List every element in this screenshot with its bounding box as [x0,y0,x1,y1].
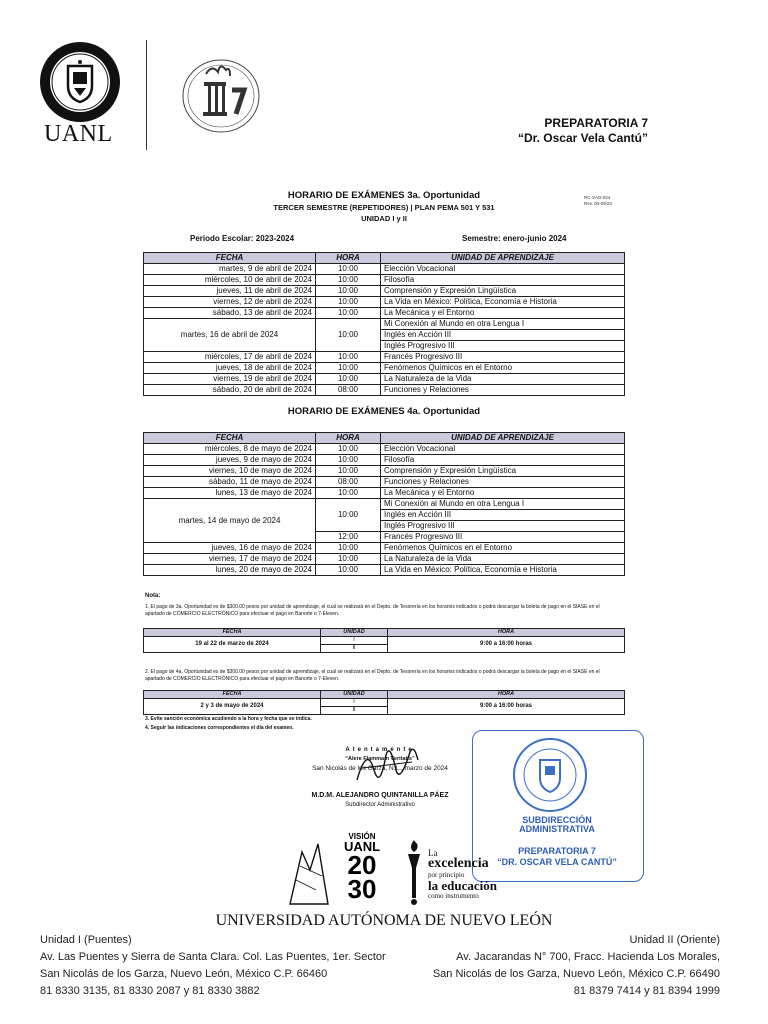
school-title: PREPARATORIA 7 [544,116,648,130]
table-header-row [144,629,625,637]
table-header-row [144,691,625,699]
table-row [144,308,625,319]
school-period: Periodo Escolar: 2023-2024 [190,234,295,243]
fecha-cell: 19 al 22 de marzo de 2024 [144,637,321,653]
unidad-cell: Fenómenos Químicos en el Entorno [381,543,625,554]
unidad-cell: Elección Vocacional [381,264,625,275]
unidad-cell: Elección Vocacional [381,444,625,455]
col-header-fecha: FECHA [144,629,321,637]
table-row [144,363,625,374]
footer-line: Av. Jacarandas N° 700, Fracc. Hacienda Los Morales, [456,951,720,963]
excelencia-line: La [428,848,438,858]
exam3-schedule-table [143,252,625,396]
fecha-cell: miércoles, 17 de abril de 2024 [144,352,316,363]
col-header-hora: HORA [388,691,625,699]
table-row [144,499,625,510]
footer-line: Unidad II (Oriente) [629,934,720,946]
note-payment-4a: 2. El pago de 4a. Oportunidad es de $300.00 pesos por unidad de aprendizaje, el cual se realizará en el Depto. de Tesorería en los horarios indicados o podrá descargar la boleta de pago en el SIASE en el apartado de COMERCIO ELECTRÓNICO para efectuar el pago en Banorte o 7-Eleven. [145,669,600,682]
table-row [144,543,625,554]
unidad-cell: La Mecánica y el Entorno [381,488,625,499]
footer-line: 81 8330 3135, 81 8330 2087 y 81 8330 3882 [40,985,260,997]
note-instructions: 4. Seguir las indicaciones correspondientes el día del examen. [145,725,294,731]
fecha-cell: lunes, 13 de mayo de 2024 [144,488,316,499]
table-row [144,264,625,275]
unidad-cell: Inglés en Acción III [381,510,625,521]
stamp-line: ADMINISTRATIVA [519,824,595,834]
table-row [144,565,625,576]
col-header-unidad: UNIDAD DE APRENDIZAJE [381,433,625,444]
notes-heading: Nota: [145,593,161,599]
uanl-wordmark: UANL [44,121,113,147]
signer-name: M.D.M. ALEJANDRO QUINTANILLA PÁEZ [311,792,449,799]
hora-cell: 9:00 a 16:00 horas [388,699,625,715]
unidad-cell: Comprensión y Expresión Lingüística [381,466,625,477]
col-header-hora: HORA [388,629,625,637]
table-row [144,374,625,385]
table-row [144,477,625,488]
document-rev-code [584,195,612,207]
fecha-cell: miércoles, 8 de mayo de 2024 [144,444,316,455]
hora-cell: 10:00 [316,565,381,576]
hora-cell: 10:00 [316,554,381,565]
rev-code-line: Rev. 00-09/23 [584,201,612,206]
hora-cell: 08:00 [316,477,381,488]
table-row [144,385,625,396]
table-row [144,319,625,330]
hora-cell: 10:00 [316,352,381,363]
unidad-cell: Comprensión y Expresión Lingüística [381,286,625,297]
vision-text: VISIÓN [348,832,376,841]
note-payment-3a: 1. El pago de 3a. Oportunidad es de $300.00 pesos por unidad de aprendizaje, el cual se realizará en el Depto. de Tesorería en los horarios indicados o podrá descargar la boleta de pago en el SIASE en el apartado de COMERCIO ELECTRÓNICO para efectuar el pago en Banorte o 7-Eleven. [145,604,600,617]
col-header-unidad: UNIDAD [321,629,388,637]
fecha-cell: miércoles, 10 de abril de 2024 [144,275,316,286]
unidad-cell: La Naturaleza de la Vida [381,554,625,565]
excelencia-line: excelencia [428,856,489,871]
hora-cell: 10:00 [316,455,381,466]
table-row [144,297,625,308]
footer-line: San Nicolás de los Garza, Nuevo León, México C.P. 66490 [432,968,720,980]
signature-place-date: San Nicolás de los Garza, N.L., marzo de 2024 [312,765,448,772]
table-row [144,554,625,565]
unidad-cell: La Mecánica y el Entorno [381,308,625,319]
hora-cell: 10:00 [316,319,381,352]
unidad-cell: Francés Progresivo III [381,532,625,543]
hora-cell: 10:00 [316,444,381,455]
note-sanction: 3. Evite sanción económica acudiendo a la hora y fecha que se indica. [145,716,312,722]
table-header-row [144,433,625,444]
fecha-cell: martes, 16 de abril de 2024 [144,319,316,352]
hora-cell: 10:00 [316,466,381,477]
table-row [144,699,625,707]
unidad-cell: La Vida en México: Política, Economía e Historia [381,297,625,308]
unidad-cell: Funciones y Relaciones [381,385,625,396]
fecha-cell: 2 y 3 de mayo de 2024 [144,699,321,715]
hora-cell: 10:00 [316,275,381,286]
unidad-cell: II [321,645,388,653]
fecha-cell: lunes, 20 de mayo de 2024 [144,565,316,576]
fecha-cell: sábado, 11 de mayo de 2024 [144,477,316,488]
fecha-cell: viernes, 10 de mayo de 2024 [144,466,316,477]
stamp-line: “DR. OSCAR VELA CANTÚ” [497,857,617,867]
fecha-cell: martes, 14 de mayo de 2024 [144,499,316,543]
unidad-cell: Filosofía [381,275,625,286]
exam4-schedule-table [143,432,625,576]
excelencia-line: por principio [428,871,465,879]
unidad-cell: Inglés Progresivo III [381,521,625,532]
vision-year-bottom: 30 [347,874,377,904]
unidad-cell: I [321,637,388,645]
col-header-unidad: UNIDAD [321,691,388,699]
unidad-cell: La Naturaleza de la Vida [381,374,625,385]
rev-code-line: RC-SAD-024 [584,195,611,200]
school-name [518,116,648,146]
table-row [144,444,625,455]
fecha-cell: jueves, 11 de abril de 2024 [144,286,316,297]
fecha-cell: sábado, 13 de abril de 2024 [144,308,316,319]
col-header-fecha: FECHA [144,253,316,264]
footer-line: Unidad I (Puentes) [40,934,132,946]
col-header-fecha: FECHA [144,433,316,444]
col-header-hora: HORA [316,433,381,444]
hora-cell: 10:00 [316,374,381,385]
hora-cell: 10:00 [316,297,381,308]
header-divider [146,40,147,150]
fecha-cell: viernes, 19 de abril de 2024 [144,374,316,385]
university-motto: “Alere Flammam Veritatis” [345,756,415,762]
hora-cell: 10:00 [316,264,381,275]
uanl-seal-logo [38,40,122,124]
table-header-row [144,253,625,264]
preparatoria-7-logo [178,56,264,136]
footer-address-unidad-2 [433,932,720,1000]
table-row [144,637,625,645]
hora-cell: 9:00 a 16:00 horas [388,637,625,653]
exam4-title: HORARIO DE EXÁMENES 4a. Oportunidad [287,406,481,417]
fecha-cell: viernes, 17 de mayo de 2024 [144,554,316,565]
stamp-seal-icon [511,736,589,814]
fecha-cell: martes, 9 de abril de 2024 [144,264,316,275]
unidad-cell: I [321,699,388,707]
unidad-cell: Mi Conexión al Mundo en otra Lengua I [381,319,625,330]
footer-address-unidad-1 [40,932,386,1000]
unidad-cell: Filosofía [381,455,625,466]
fecha-cell: sábado, 20 de abril de 2024 [144,385,316,396]
unidad-cell: Fenómenos Químicos en el Entorno [381,363,625,374]
vision-year-top: 20 [347,850,377,880]
footer-line: San Nicolás de los Garza, Nuevo León, México C.P. 66460 [40,968,328,980]
handwritten-signature [352,740,422,790]
exam3-subtitle: TERCER SEMESTRE (REPETIDORES) | PLAN PEMA 501 Y 531 [273,203,495,212]
university-name: UNIVERSIDAD AUTÓNOMA DE NUEVO LEÓN [215,912,553,929]
table-row [144,488,625,499]
table-row [144,286,625,297]
table-row [144,352,625,363]
unidad-cell: La Vida en México: Política, Economía e Historia [381,565,625,576]
hora-cell: 10:00 [316,543,381,554]
payment-table-4a [143,690,625,715]
col-header-hora: HORA [316,253,381,264]
school-subtitle: “Dr. Oscar Vela Cantú” [517,131,648,145]
semester: Semestre: enero-junio 2024 [462,234,567,243]
unidad-cell: II [321,707,388,715]
unidad-cell: Inglés en Acción III [381,330,625,341]
fecha-cell: jueves, 18 de abril de 2024 [144,363,316,374]
stamp-line: SUBDIRECCIÓN [522,815,592,825]
hora-cell: 12:00 [316,532,381,543]
unidad-cell: Mi Conexión al Mundo en otra Lengua I [381,499,625,510]
hora-cell: 10:00 [316,308,381,319]
footer-line: 81 8379 7414 y 81 8394 1999 [573,985,720,997]
table-row [144,275,625,286]
fecha-cell: jueves, 9 de mayo de 2024 [144,455,316,466]
excelencia-line: como instrumento [428,892,479,900]
closing-atentamente: Atentamente [345,747,415,753]
excelencia-line: la educación [428,878,497,893]
vision-uanl-text: UANL [343,839,381,854]
unidad-cell: Inglés Progresivo III [381,341,625,352]
hora-cell: 10:00 [316,363,381,374]
vision-uanl-2030-logo [286,830,396,910]
table-row [144,455,625,466]
col-header-unidad: UNIDAD DE APRENDIZAJE [381,253,625,264]
signer-role: Subdirector Administrativo [345,802,415,808]
hora-cell: 10:00 [316,499,381,532]
unidad-cell: Funciones y Relaciones [381,477,625,488]
footer-line: Av. Las Puentes y Sierra de Santa Clara. Col. Las Puentes, 1er. Sector [40,951,386,963]
unidad-cell: Francés Progresivo III [381,352,625,363]
payment-table-3a [143,628,625,653]
hora-cell: 10:00 [316,488,381,499]
hora-cell: 10:00 [316,286,381,297]
table-row [144,466,625,477]
fecha-cell: jueves, 16 de mayo de 2024 [144,543,316,554]
exam3-title: HORARIO DE EXÁMENES 3a. Oportunidad [287,190,481,201]
hora-cell: 08:00 [316,385,381,396]
fecha-cell: viernes, 12 de abril de 2024 [144,297,316,308]
exam3-units: UNIDAD I y II [361,214,407,223]
col-header-fecha: FECHA [144,691,321,699]
stamp-line: PREPARATORIA 7 [518,846,596,856]
